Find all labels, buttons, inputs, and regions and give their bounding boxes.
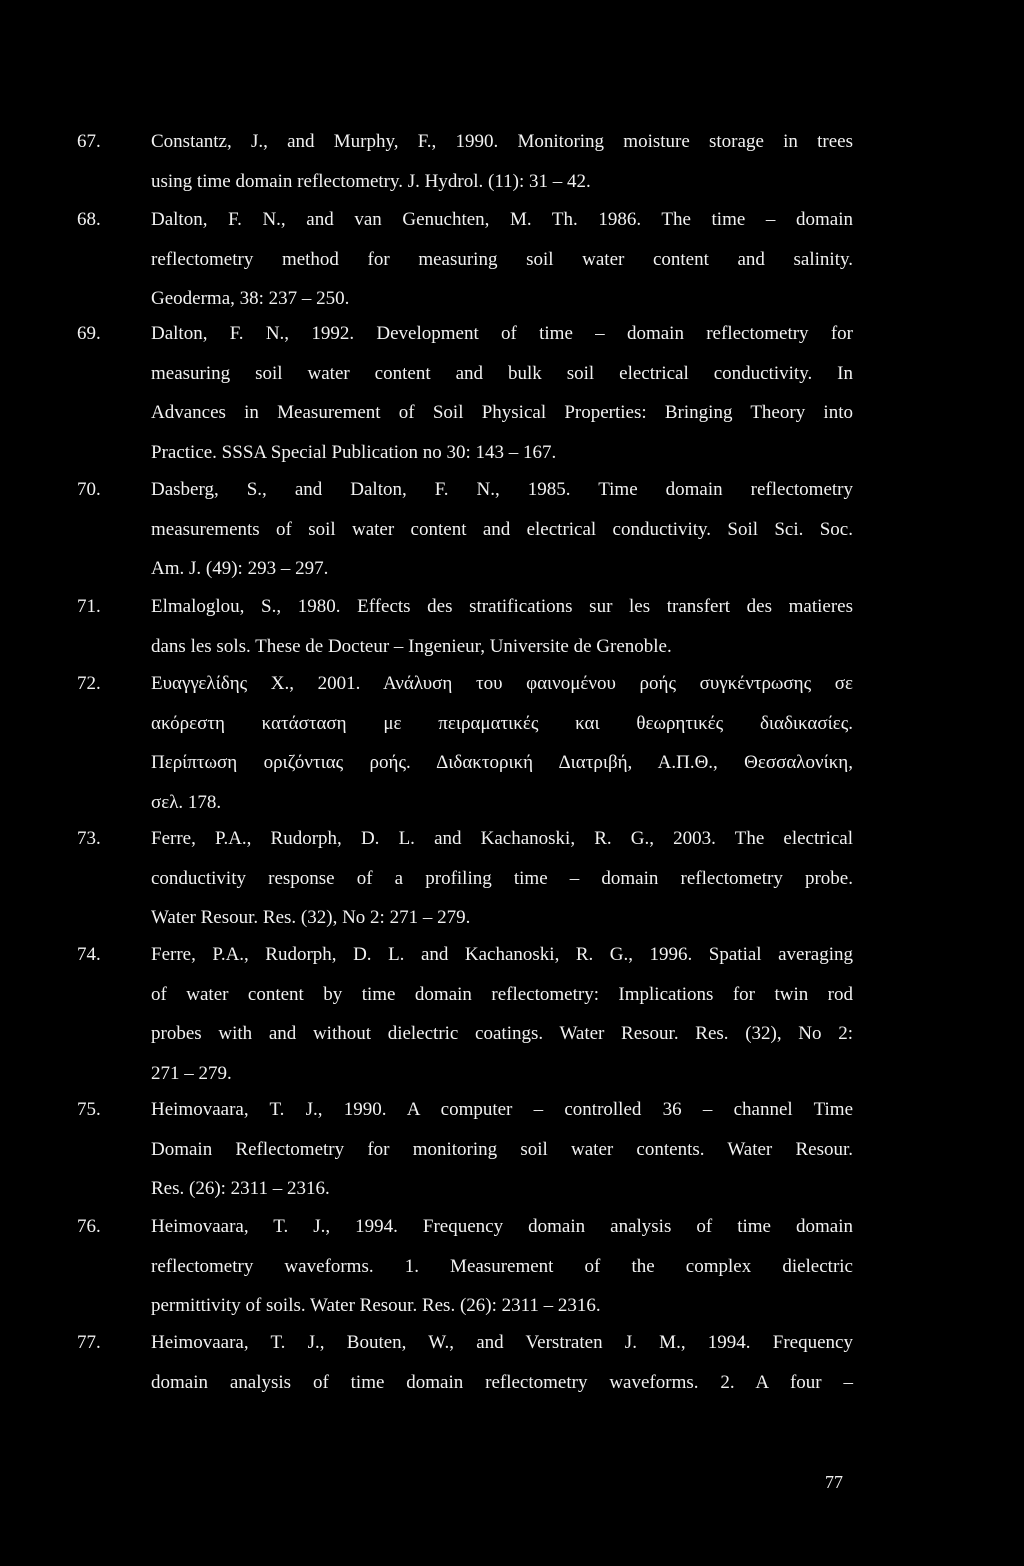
reference-line: Dalton, F. N., 1992. Development of time – domain reflectometry for	[151, 323, 853, 344]
reference-number: 71.	[77, 596, 101, 617]
reference-line: Water Resour. Res. (32), No 2: 271 – 279.	[151, 907, 471, 928]
reference-line: permittivity of soils. Water Resour. Res. (26): 2311 – 2316.	[151, 1295, 601, 1316]
reference-text	[151, 200, 853, 319]
reference-number: 70.	[77, 479, 101, 500]
reference-line: ακόρεστη κατάσταση με πειραματικές και θεωρητικές διαδικασίες.	[151, 712, 853, 734]
reference-77	[77, 1323, 853, 1402]
reference-line: Practice. SSSA Special Publication no 30: 143 – 167.	[151, 441, 557, 463]
reference-72	[77, 664, 853, 822]
reference-line: Constantz, J., and Murphy, F., 1990. Monitoring moisture storage in trees	[151, 131, 853, 152]
reference-line: Geoderma, 38: 237 – 250.	[151, 288, 350, 309]
reference-line: Ferre, P.A., Rudorph, D. L. and Kachanoski, R. G., 2003. The electrical	[151, 828, 853, 849]
reference-line: 271 – 279.	[151, 1062, 232, 1084]
reference-line: measurements of soil water content and electrical conductivity. Soil Sci. Soc.	[151, 518, 853, 540]
reference-line: of water content by time domain reflectometry: Implications for twin rod	[151, 983, 853, 1005]
reference-text	[151, 470, 853, 589]
reference-text	[151, 587, 853, 666]
reference-67	[77, 122, 853, 201]
reference-line: Περίπτωση οριζόντιας ροής. Διδακτορική Διατριβή, Α.Π.Θ., Θεσσαλονίκη,	[151, 752, 853, 773]
reference-text	[151, 1090, 853, 1209]
reference-text	[151, 1323, 853, 1402]
reference-line: Elmaloglou, S., 1980. Effects des stratifications sur les transfert des matieres	[151, 596, 853, 617]
reference-line: Domain Reflectometry for monitoring soil water contents. Water Resour.	[151, 1138, 853, 1160]
reference-text	[151, 122, 853, 201]
reference-line: conductivity response of a profiling time – domain reflectometry probe.	[151, 867, 853, 889]
reference-text	[151, 1207, 853, 1326]
reference-68	[77, 200, 853, 319]
reference-number: 67.	[77, 131, 101, 152]
reference-line: domain analysis of time domain reflectometry waveforms. 2. A four –	[151, 1371, 853, 1393]
reference-number: 68.	[77, 209, 101, 230]
reference-line: measuring soil water content and bulk soil electrical conductivity. In	[151, 362, 853, 384]
reference-line: Am. J. (49): 293 – 297.	[151, 558, 329, 579]
reference-69	[77, 314, 853, 472]
reference-number: 75.	[77, 1099, 101, 1120]
reference-line: using time domain reflectometry. J. Hydrol. (11): 31 – 42.	[151, 170, 591, 192]
reference-number: 72.	[77, 673, 101, 694]
reference-number: 69.	[77, 323, 101, 344]
reference-line: probes with and without dielectric coatings. Water Resour. Res. (32), No 2:	[151, 1023, 853, 1044]
reference-line: σελ. 178.	[151, 791, 222, 813]
reference-text	[151, 314, 853, 472]
reference-line: reflectometry waveforms. 1. Measurement of the complex dielectric	[151, 1255, 853, 1277]
reference-text	[151, 819, 853, 938]
reference-line: Dasberg, S., and Dalton, F. N., 1985. Time domain reflectometry	[151, 479, 853, 500]
reference-line: dans les sols. These de Docteur – Ingenieur, Universite de Grenoble.	[151, 635, 672, 657]
reference-line: Ferre, P.A., Rudorph, D. L. and Kachanoski, R. G., 1996. Spatial averaging	[151, 944, 853, 965]
reference-number: 77.	[77, 1332, 101, 1353]
reference-text	[151, 935, 853, 1093]
reference-number: 73.	[77, 828, 101, 849]
reference-line: Dalton, F. N., and van Genuchten, M. Th. 1986. The time – domain	[151, 209, 853, 230]
reference-number: 76.	[77, 1216, 101, 1237]
reference-76	[77, 1207, 853, 1326]
reference-number: 74.	[77, 944, 101, 965]
reference-70	[77, 470, 853, 589]
reference-line: reflectometry method for measuring soil water content and salinity.	[151, 248, 853, 270]
reference-line: Ευαγγελίδης Χ., 2001. Ανάλυση του φαινομένου ροής συγκέντρωσης σε	[151, 673, 853, 694]
reference-71	[77, 587, 853, 666]
reference-75	[77, 1090, 853, 1209]
reference-74	[77, 935, 853, 1093]
reference-line: Heimovaara, T. J., 1994. Frequency domain analysis of time domain	[151, 1216, 853, 1237]
reference-line: Res. (26): 2311 – 2316.	[151, 1178, 330, 1199]
reference-line: Heimovaara, T. J., Bouten, W., and Verstraten J. M., 1994. Frequency	[151, 1332, 853, 1353]
reference-line: Advances in Measurement of Soil Physical Properties: Bringing Theory into	[151, 402, 853, 423]
reference-73	[77, 819, 853, 938]
page-number: 77	[825, 1472, 843, 1492]
reference-text	[151, 664, 853, 822]
reference-line: Heimovaara, T. J., 1990. A computer – controlled 36 – channel Time	[151, 1099, 853, 1120]
